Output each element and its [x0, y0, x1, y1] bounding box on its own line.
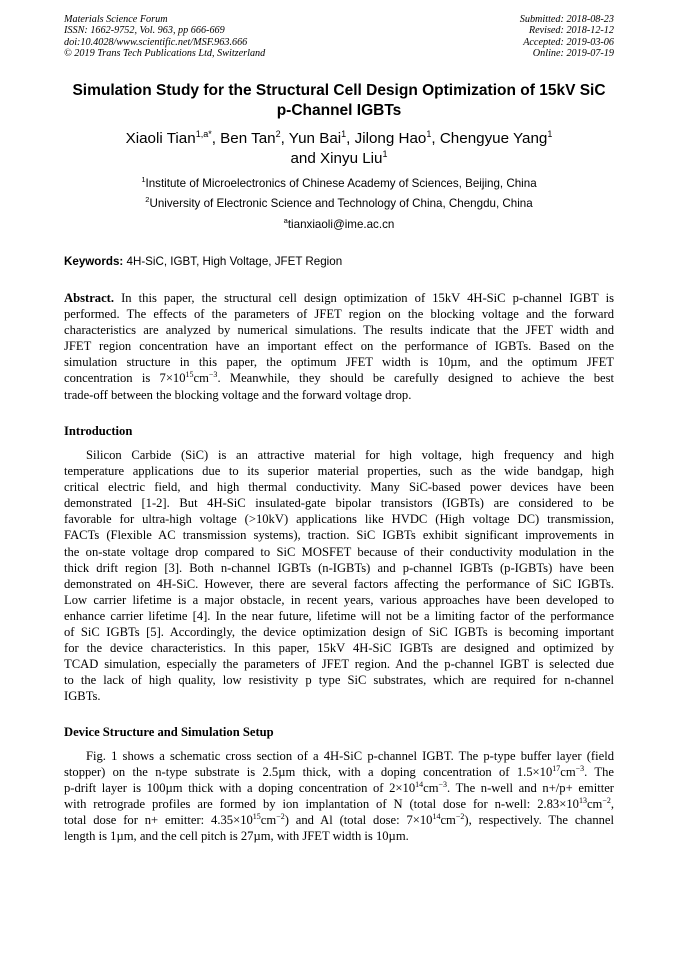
author-name: and Xinyu Liu: [290, 150, 383, 167]
device-line: [64, 796, 614, 812]
abstract-label: Abstract.: [64, 291, 115, 305]
abstract-text: concentration is 7×10: [64, 371, 186, 386]
abstract-line: [64, 290, 614, 306]
intro-line: IGBTs.: [64, 689, 101, 704]
author-name: , Chengyue Yang: [431, 130, 548, 147]
author-sup: 2: [275, 129, 281, 139]
journal-header-right: [520, 14, 614, 59]
device-line: [64, 764, 614, 780]
intro-line: critical electric field, and high thermal conductivity. Many SiC-based power devices have been: [64, 480, 614, 495]
exponent: 14: [432, 812, 441, 822]
intro-line: favorable for ultra-high voltage (>10kV) applications like HVDC (High voltage DC) transmission,: [64, 512, 614, 527]
exponent: −3: [208, 370, 218, 380]
device-text: ) and Al (total dose: 7×10: [284, 813, 433, 828]
intro-line: Low carrier lifetime is a major obstacle, in recent years, various approaches have been developed to: [64, 592, 614, 607]
author-sup: 1: [547, 129, 553, 139]
intro-line: of SiC IGBTs [5]. Accordingly, the device optimization design of SiC IGBTs is becoming important: [64, 625, 614, 640]
author-name: , Jilong Hao: [346, 130, 427, 147]
copyright: © 2019 Trans Tech Publications Ltd, Switzerland: [64, 47, 266, 59]
exponent: 14: [415, 780, 424, 790]
device-structure-heading: Device Structure and Simulation Setup: [64, 725, 274, 739]
exponent: −3: [438, 780, 448, 790]
revised-date: Revised: 2018-12-12: [528, 25, 614, 37]
exponent: 15: [185, 370, 194, 380]
abstract-line: performed. The effects of the parameters of JFET region on the blocking voltage and the forward: [64, 307, 614, 322]
intro-line: for the device characteristics. In this paper, 15kV 4H-SiC IGBTs are designed and optimized by: [64, 641, 614, 656]
device-text: cm: [560, 765, 576, 780]
author-name: , Ben Tan: [211, 130, 276, 147]
affiliation-1: [40, 177, 638, 191]
introduction-body: [64, 447, 614, 705]
intro-line: TCAD simulation, especially the parameters of JFET region. And the p-channel IGBT is selected due: [64, 657, 614, 672]
exponent: −3: [575, 764, 585, 774]
online-date: Online: 2019-07-19: [532, 47, 614, 59]
author-sup: 1: [426, 129, 432, 139]
device-text: . The n-well and n+/p+ emitter: [447, 781, 614, 796]
abstract-line: [64, 370, 614, 386]
device-text: cm: [586, 797, 603, 812]
exponent: 17: [552, 764, 561, 774]
author-line-1: [40, 129, 638, 149]
intro-line: thick drift region [3]. Both n-channel IGBTs (n-IGBTs) and p-channel IGBTs (p-IGBTs) have been: [64, 560, 614, 575]
device-text: cm: [440, 813, 456, 828]
title-line-1: Simulation Study for the Structural Cell Design Optimization of 15kV SiC: [72, 82, 606, 99]
device-text: stopper) on the n-type substrate is 2.5µm thick, with a doping concentration of 1.5×10: [64, 765, 553, 780]
intro-line: demonstrated [1-2]. But 4H-SiC insulated-gate bipolar transistors (IGBTs) are considered to be: [64, 496, 614, 511]
paper-title: [40, 81, 638, 121]
abstract-line: simulation structure in this paper, the optimum JFET width is 10µm, and the optimum JFET: [64, 355, 614, 370]
accepted-date: Accepted: 2019-03-06: [523, 36, 614, 48]
abstract-text: cm: [193, 371, 209, 386]
abstract: [64, 290, 614, 403]
author-sup: 1: [382, 149, 388, 159]
keywords-label: Keywords:: [64, 255, 124, 268]
author-name: , Yun Bai: [280, 130, 342, 147]
email-sup: a: [283, 216, 288, 225]
aff-text: University of Electronic Science and Technology of China, Chengdu, China: [149, 197, 533, 210]
abstract-text: In this paper, the structural cell design optimization of 15kV 4H-SiC p-channel IGBT is: [114, 291, 614, 305]
submitted-date: Submitted: 2018-08-23: [519, 14, 614, 25]
intro-line: the on-state voltage drop compared to SiC MOSFET because of their conductivity modulation in the: [64, 544, 614, 559]
intro-line: demonstrated on 4H-SiC. However, there are several factors affecting the performance of SiC IGBTs.: [64, 576, 614, 591]
device-line: [64, 780, 614, 796]
device-text: total dose for n+ emitter: 4.35×10: [64, 813, 253, 828]
device-text: ), respectively. The channel: [464, 813, 614, 828]
abstract-line: characteristics are analyzed by numerical simulations. The results indicate that the JFET width and: [64, 323, 614, 338]
intro-line: temperature applications due to its superior material properties, such as the wide bandgap, high: [64, 464, 614, 479]
title-line-2: p-Channel IGBTs: [276, 102, 402, 119]
device-text: p-drift layer is 100µm thick with a doping concentration of 2×10: [64, 781, 416, 796]
author-line-2: [40, 149, 638, 169]
aff-sup: 2: [145, 195, 150, 204]
aff-sup: 1: [141, 175, 146, 184]
journal-header-left: [64, 14, 265, 59]
device-line: [64, 812, 614, 828]
device-line: Fig. 1 shows a schematic cross section of a 4H-SiC p-channel IGBT. The p-type buffer layer (field: [86, 749, 614, 763]
exponent: 15: [252, 812, 261, 822]
exponent: −2: [455, 812, 465, 822]
abstract-line: trade-off between the blocking voltage and the forward voltage drop.: [64, 387, 412, 402]
device-text: ,: [610, 797, 614, 812]
device-text: cm: [260, 813, 277, 828]
exponent: −2: [602, 796, 611, 806]
device-line: length is 1µm, and the cell pitch is 27µm, with JFET width is 10µm.: [64, 829, 409, 844]
doi: doi:10.4028/www.scientific.net/MSF.963.666: [64, 36, 248, 48]
keywords-text: 4H-SiC, IGBT, High Voltage, JFET Region: [123, 255, 343, 268]
keywords: [64, 255, 624, 269]
intro-line: FACTs (Flexible AC transmission systems), traction. SiC IGBTs exhibit significant improvements in: [64, 528, 614, 543]
author-name: Xiaoli Tian: [125, 130, 196, 147]
author-sup: 1,a*: [195, 129, 212, 139]
affiliation-2: [40, 197, 638, 211]
device-text: . The: [584, 765, 614, 780]
author-sup: 1: [341, 129, 347, 139]
intro-line: enhance carrier lifetime [4]. In the near future, lifetime will not be a limiting factor of the performance: [64, 608, 614, 623]
journal-name: Materials Science Forum: [64, 14, 168, 25]
aff-text: Institute of Microelectronics of Chinese Academy of Sciences, Beijing, China: [145, 177, 537, 190]
device-text: with retrograde profiles are formed by ion implantation of N (total dose for n-well: 2.83×10: [64, 797, 579, 812]
device-structure-body: [64, 748, 614, 845]
intro-line: to the lack of high quality, low resistivity p type SiC substrates, which are required for n-channel: [64, 673, 614, 688]
abstract-line: JFET region concentration have an important effect on the performance of IGBTs. Based on the: [64, 339, 614, 354]
issn-volume: ISSN: 1662-9752, Vol. 963, pp 666-669: [64, 25, 225, 37]
introduction-heading: Introduction: [64, 424, 133, 438]
author-list: [40, 129, 638, 169]
intro-line: Silicon Carbide (SiC) is an attractive material for high voltage, high frequency and high: [86, 448, 614, 462]
author-email: [40, 218, 638, 232]
device-text: cm: [423, 781, 439, 796]
abstract-text: . Meanwhile, they should be carefully designed to achieve the best: [217, 371, 614, 386]
email-text: tianxiaoli@ime.ac.cn: [287, 218, 395, 231]
exponent: 13: [578, 796, 587, 806]
exponent: −2: [276, 812, 285, 822]
